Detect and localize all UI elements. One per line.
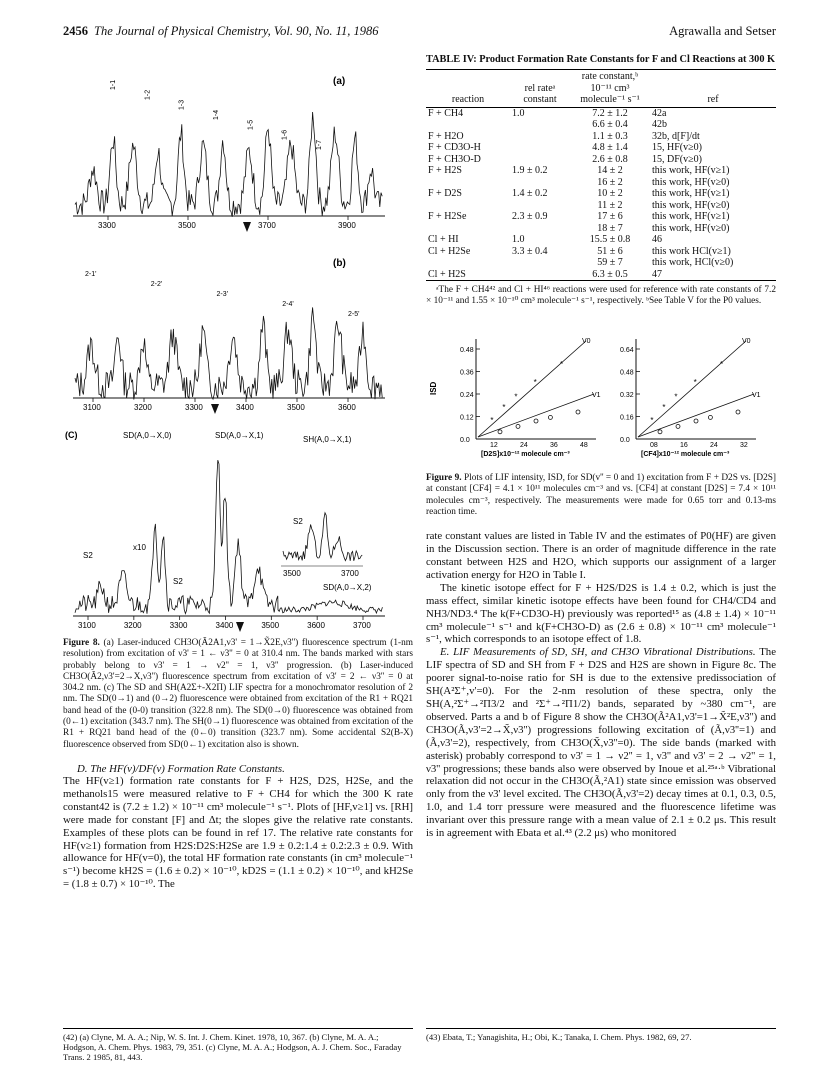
cell-rate: 1.1 ± 0.3	[592, 130, 628, 142]
figure-8	[63, 54, 413, 634]
band-sd-01: SD(A,0→X,1)	[215, 431, 264, 440]
cell-rate: 15.5 ± 0.8	[589, 234, 631, 245]
x-tick-label: 08	[650, 442, 658, 449]
cell-rel-rate: 1.4 ± 0.2	[512, 188, 548, 199]
cell-rate: 7.2 ± 1.2	[592, 107, 628, 119]
data-point-star: *	[560, 360, 564, 369]
cell-ref: 15, HF(v≥0)	[652, 142, 702, 153]
table-row	[426, 246, 776, 258]
x-tick-label: 3300	[169, 621, 188, 630]
fit-line-v0	[478, 341, 586, 437]
section-e-title: E. LIF Measurements of SD, SH, and CH3O Vibrational Distributions.	[440, 646, 756, 659]
x-tick-label: 24	[710, 442, 718, 449]
band-sh-01: SH(A,0→X,1)	[303, 435, 352, 444]
cell-rel-rate	[510, 177, 570, 189]
figure-8-caption: Figure 8. (a) Laser-induced CH3O(Ã2A1,ν3' = 1→X̃2E,ν3'') fluorescence spectrum (1-nm resolution) from excitation of ν3' = 1 ← ν3'' = 0 at 310.4 nm. The bands marked with stars probably belong to ν3' = 1 → ν2'' = 1, ν3'' progression. (b) Laser-induced CH3O(Ã2,ν3'=2→X,ν3'') fluorescence spectrum from excitation of ν3' = 2 ← ν3'' = 0 at 304.2 nm. (c) The SD and SH(A2Σ+-X2Π) LIF spectra for a monochromator resolution of 2 nm. The SD(0→1) and (0→2) fluorescence were obtained from excitation of the R1 + RQ21 band head of the (0-0) transition (322.8 nm). The SD(0→0) fluorescence was obtained from (0←1) excitation (343.7 nm). The SH(0→1) fluorescence was obtained from excitation of the R1 + RQ21 band head of the (0←0) transition (323.7 nm). Some accidental S2(B-X) fluorescence observed from SD(0←1) excitation also is shown.	[63, 638, 413, 750]
x-tick-label: 3500	[287, 403, 305, 412]
data-point-star: *	[674, 392, 678, 402]
cell-ref: this work HCl(v≥1)	[652, 245, 731, 257]
table-row	[426, 119, 776, 131]
table-row	[426, 200, 776, 212]
cell-reaction: F + CH4	[428, 107, 464, 119]
x-tick-label: 3500	[261, 621, 280, 630]
section-e	[426, 646, 776, 840]
fig9-left-plot	[460, 338, 601, 458]
x-tick-label: 3300	[98, 221, 116, 230]
data-point-star: *	[533, 378, 537, 387]
figure-9	[426, 329, 776, 469]
table-row	[426, 211, 776, 223]
cell-ref: 15, DF(v≥0)	[652, 153, 702, 165]
cell-ref: this work, HCl(v≥0)	[652, 257, 734, 268]
left-column	[63, 54, 413, 891]
cell-rel-rate	[510, 223, 570, 235]
x-tick-label: 3600	[338, 403, 356, 412]
data-point-circle	[534, 419, 538, 423]
cell-rel-rate: 1.9 ± 0.2	[512, 165, 548, 176]
y-tick-label: 0.48	[460, 347, 474, 354]
peak-label: 2-5'	[348, 311, 360, 318]
data-point-star: *	[514, 392, 518, 402]
cell-ref: 42a	[652, 107, 667, 119]
y-tick-label: 0.16	[620, 414, 634, 422]
th-ref: ref	[650, 70, 776, 108]
x-tick-label: 12	[490, 442, 498, 449]
x-tick-label: 3700	[353, 621, 371, 630]
cell-ref: 42b	[652, 119, 667, 130]
x-tick-label: 3600	[307, 621, 325, 630]
peak-label: 1-7	[316, 139, 323, 150]
peak-label: 2-1'	[85, 271, 97, 278]
cell-reaction: Cl + H2S	[426, 269, 510, 281]
cell-reaction: F + CH3O-D	[428, 153, 481, 165]
x-tick-label: 3400	[215, 621, 234, 630]
peak-label: 1-1	[110, 79, 117, 90]
x-tick-label: 3100	[78, 621, 96, 630]
table-4-footnote: ᵃThe F + CH4⁴² and Cl + HI⁴⁶ reactions were used for reference with rate constants of 7.2 × 10⁻¹¹ and 1.55 × 10⁻¹⁰ cm³ molecule⁻¹ s⁻¹, respectively. ᵇSee Table V for the P0 values.	[426, 285, 776, 306]
x-tick-label: 3400	[236, 403, 254, 412]
data-point-circle	[548, 415, 552, 419]
band-s2-b: S2	[83, 551, 93, 560]
data-point-star: *	[650, 415, 654, 425]
cell-rel-rate: 3.3 ± 0.4	[512, 245, 548, 257]
panel-b-laser-arrow	[211, 404, 219, 414]
panel-b-trace	[75, 307, 382, 399]
panel-c-label: (C)	[65, 430, 78, 440]
data-point-circle	[676, 424, 680, 428]
panel-b-label: (b)	[333, 258, 346, 269]
reference-42: (42) (a) Clyne, M. A. A.; Nip, W. S. Int. J. Chem. Kinet. 1978, 10, 367. (b) Clyne, M. A. A.; Hodgson, A. Chem. Phys. 1983, 79, 351. (c) Clyne, M. A. A.; Hodgson, A. J. Chem. Soc., Faraday Trans. 2 1985, 81, 443.	[63, 1032, 402, 1063]
references-left	[63, 1028, 413, 1063]
x-tick-label: 3500	[178, 221, 196, 230]
cell-reaction	[426, 257, 510, 269]
cell-reaction	[426, 200, 510, 212]
y-tick-label: 0.36	[460, 369, 474, 377]
th-rel-rate: rel rateᵃ constant	[510, 70, 570, 108]
cell-rate: 6.6 ± 0.4	[592, 119, 628, 130]
y-tick-label: 0.0	[620, 437, 630, 444]
y-tick-label: 0.32	[620, 392, 634, 399]
reference-43: (43) Ebata, T.; Yanagishita, H.; Obi, K.; Tanaka, I. Chem. Phys. 1982, 69, 27.	[426, 1032, 692, 1042]
y-tick-label: 0.0	[460, 437, 470, 444]
right-column	[426, 54, 776, 840]
section-e-text: The LIF spectra of SD and SH from F + D2S and H2S are shown in Figure 8c. The poorer signal-to-noise ratio for SH is due to the extensive predissociation of SH(A²Σ⁺,v'=0). For the 2-nm resolution of these spectra, only the SH(A,²Σ⁺→²Π3/2 and ²Σ⁺→²Π1/2) bands, separated by ~380 cm⁻¹, are observed. Parts a and b of Figure 8 show the CH3O(Ã²A1,ν3'=1→X̃²E,ν3'') and CH3O(Ã,ν3'=2→X̃,ν3'') progressions following excitation of (Ã,ν3''=1) and (Ã,ν3'=2), respectively, from CH3O(X̃,ν3''=0). The side bands (marked with asterisk) probably correspond to ν3' = 1 → ν2'' = 1, ν3'' and ν3' = 2 → ν2'' = 1, ν3'' progressions; these bands also were observed by Inoue et al.²⁵ᵃ·ᵇ Vibrational relaxation did not occur in the CH3O(Ã,²A1) state since emission was observed only from the ν3' level excited. The CH3O(Ã,ν3'=2) decay times at 0.1, 0.3, 0.5, 1.0, and 1.4 torr pressure were measured and the fluorescence lifetime was invariant over this pressure range with a mean value of 2.1 ± 0.2 μs. This result is in agreement with Ebata et al.⁴³ (2.2 μs) who monitored	[426, 646, 776, 840]
band-s2-c: S2	[173, 577, 183, 586]
cell-rate: 17 ± 6	[597, 211, 623, 222]
cell-ref: 46	[652, 234, 662, 245]
cell-rel-rate	[510, 142, 570, 154]
data-point-circle	[576, 410, 580, 414]
panel-c-x-ticks	[78, 616, 371, 630]
cell-rel-rate: 1.0	[512, 234, 525, 245]
peak-label: 1-4	[213, 109, 220, 120]
cell-rate: 16 ± 2	[597, 176, 623, 188]
cell-ref: this work, HF(v≥1)	[652, 211, 730, 222]
x-tick-label: 3900	[338, 221, 356, 230]
fit-line-v0	[638, 341, 746, 437]
x-tick-label: 3700	[258, 221, 276, 230]
x-tick-label: 3100	[83, 403, 101, 412]
cell-reaction: F + H2O	[428, 130, 464, 142]
y-tick-label: 0.64	[620, 347, 634, 354]
th-reaction: reaction	[426, 70, 510, 108]
x-tick-label: 32	[740, 442, 748, 449]
cell-rate: 51 ± 6	[597, 245, 623, 257]
table-row	[426, 154, 776, 166]
cell-reaction: F + CD3O-H	[428, 142, 481, 153]
x-tick-label: 3300	[185, 403, 203, 412]
cell-rate: 14 ± 2	[597, 165, 623, 176]
x-tick-label: 16	[680, 442, 688, 449]
cell-rate: 59 ± 7	[597, 257, 623, 268]
cell-rel-rate: 1.0	[512, 107, 525, 119]
x-axis-label: [CF4]x10⁻¹² molecule cm⁻³	[641, 451, 730, 458]
cell-rel-rate	[510, 154, 570, 166]
data-point-star: *	[720, 360, 724, 369]
y-tick-label: 0.12	[460, 414, 474, 422]
cell-reaction	[426, 223, 510, 235]
cell-ref: this work, HF(v≥0)	[652, 176, 730, 188]
peak-label: 2-4'	[282, 301, 294, 308]
cell-rate: 18 ± 7	[597, 222, 623, 234]
table-row	[426, 107, 776, 119]
table-row	[426, 234, 776, 246]
cell-reaction: F + H2S	[428, 165, 462, 176]
data-point-circle	[708, 415, 712, 419]
y-tick-label: 0.48	[620, 369, 634, 377]
inset-tick-3700: 3700	[341, 569, 359, 578]
cell-rel-rate: 2.3 ± 0.9	[512, 211, 548, 222]
panel-a-trace	[75, 109, 382, 217]
table-row	[426, 142, 776, 154]
line-label-v0: V0	[742, 338, 751, 345]
data-point-star: *	[662, 403, 666, 413]
panel-c-laser-arrow	[236, 622, 244, 632]
cell-rel-rate	[510, 257, 570, 269]
cell-rel-rate	[510, 269, 570, 281]
x-tick-label: 48	[580, 442, 588, 449]
figure-9-plots	[426, 329, 776, 469]
band-sd-02: SD(A,0→X,2)	[323, 583, 372, 592]
fit-line-v1	[638, 394, 754, 437]
data-point-circle	[694, 419, 698, 423]
peak-label: 2-2'	[150, 281, 163, 288]
cell-rate: 2.6 ± 0.8	[592, 153, 628, 165]
fig9-right-plot	[620, 338, 761, 458]
x-tick-label: 3200	[134, 403, 152, 412]
panel-b-peak-labels	[85, 271, 359, 318]
section-d-title: D. The HF(v)/DF(v) Formation Rate Constants.	[77, 762, 285, 775]
peak-label: 1-6	[281, 129, 289, 140]
table-4-body	[426, 107, 776, 281]
running-authors: Agrawalla and Setser	[669, 24, 776, 38]
band-s2-a: S2	[293, 517, 303, 526]
table-row	[426, 177, 776, 189]
figure-8-spectra	[63, 54, 413, 634]
cell-reaction: Cl + H2Se	[428, 245, 471, 257]
table-row	[426, 223, 776, 235]
cell-ref: this work, HF(v≥1)	[652, 165, 730, 176]
cell-ref: 32b, d[F]/dt	[652, 130, 700, 142]
x-tick-label: 24	[520, 442, 528, 449]
page-header	[63, 24, 776, 40]
th-rate-constant: rate constant,ᵇ 10⁻¹¹ cm³ molecule⁻¹ s⁻¹	[570, 70, 650, 108]
band-x10: x10	[133, 543, 146, 552]
line-label-v1: V1	[752, 392, 761, 399]
panel-a-peak-labels	[110, 80, 323, 150]
cell-reaction: Cl + HI	[428, 234, 459, 245]
data-point-star: *	[693, 378, 697, 387]
panel-a-x-ticks	[98, 216, 356, 230]
panel-a-laser-arrow	[243, 222, 251, 232]
cell-rel-rate	[510, 131, 570, 143]
cell-reaction	[426, 119, 510, 131]
peak-label: 2-3'	[216, 291, 228, 298]
right-paragraph-2: The kinetic isotope effect for F + H2S/D2S is 1.4 ± 0.2, which is just the mass effect, similar kinetic isotope effects have been found for CH4/CD4 and NH3/ND3.⁴ The k(F+CD3O-H) previously was reported¹⁵ as (4.8 ± 1.4) × 10⁻¹¹ cm³ molecule⁻¹ s⁻¹ and k(F+CH3O-D) as (2.6 ± 0.8) × 10⁻¹¹ cm³ molecule⁻¹ s⁻¹, which corresponds to an isotope effect of 1.8.	[426, 581, 776, 646]
line-label-v1: V1	[592, 392, 601, 399]
inset-tick-3500: 3500	[283, 569, 301, 578]
cell-ref: this work, HF(v≥0)	[652, 199, 730, 211]
cell-rate: 4.8 ± 1.4	[592, 142, 628, 153]
references-right	[426, 1028, 776, 1042]
table-row	[426, 257, 776, 269]
table-row	[426, 269, 776, 281]
cell-ref: this work, HF(v≥0)	[652, 222, 730, 234]
panel-b-x-ticks	[83, 398, 356, 412]
journal-name: The Journal of Physical Chemistry, Vol. 90, No. 11, 1986	[94, 24, 379, 38]
band-sd-00: SD(A,0→X,0)	[123, 431, 172, 440]
table-row	[426, 165, 776, 177]
peak-label: 1-5	[247, 119, 255, 130]
figure-9-caption: Figure 9. Plots of LIF intensity, ISD, for SD(v'' = 0 and 1) excitation from F + D2S vs. [D2S] at constant [CF4] = 4.1 × 10¹¹ molecules cm⁻³ and vs. [CF4] at constant [D2S] = 7.4 × 10¹¹ molecules cm⁻³, respectively. The measurements were made for 0.65 torr and 0.13-ms reaction time.	[426, 473, 776, 517]
cell-ref: 47	[650, 269, 776, 281]
x-axis-label: [D2S]x10⁻¹² molecule cm⁻³	[481, 451, 570, 458]
table-row	[426, 131, 776, 143]
page-number: 2456	[63, 24, 88, 38]
cell-reaction: F + H2Se	[428, 211, 467, 222]
x-tick-label: 36	[550, 442, 558, 449]
table-row	[426, 188, 776, 200]
section-d-text: The HF(v≥1) formation rate constants for F + H2S, D2S, H2Se, and the methanols15 were measured relative to F + CH4 for which the 300 K rate constant42 is (7.2 ± 1.2) × 10⁻¹¹ cm³ molecule⁻¹ s⁻¹. Plots of [HF,v≥1] vs. [RH] were made for constant [F] and Δt; the slopes give the relative rate constants. Examples of these plots can be found in ref 17. The relative rate constants for HF(v≥1) formation from H2S:D2S:H2Se are 1.9 ± 0.2:1.4 ± 0.2:2.3 ± 0.9. With allowance for HF(v=0), the total HF formation rate constants (in cm³ molecule⁻¹ s⁻¹) become kH2S = (1.6 ± 0.2) × 10⁻¹⁰, kD2S = (1.1 ± 0.2) × 10⁻¹⁰, and kH2Se = (1.8 ± 0.7) × 10⁻¹⁰. The	[63, 774, 413, 891]
cell-rel-rate	[510, 119, 570, 131]
table-4	[426, 69, 776, 281]
cell-rate: 11 ± 2	[597, 199, 623, 211]
y-tick-label: 0.24	[460, 392, 474, 399]
data-point-star: *	[490, 415, 494, 425]
peak-label: 1-3	[178, 99, 186, 110]
cell-ref: this work, HF(v≥1)	[652, 188, 730, 199]
table-4-title: TABLE IV: Product Formation Rate Constants for F and Cl Reactions at 300 K	[426, 54, 776, 65]
data-point-circle	[736, 410, 740, 414]
cell-rate: 6.3 ± 0.5	[570, 269, 650, 281]
right-paragraph-1: rate constant values are listed in Table IV and the estimates of P0(HF) are given in the Discussion section. There is an order of magnitude difference in the rate constant between H2S and H2O, which supports our assignment of a larger activation energy for H2O in Table I.	[426, 530, 776, 581]
fig9-y-label: ISD	[429, 381, 438, 395]
data-point-circle	[498, 430, 502, 434]
data-point-star: *	[502, 403, 506, 413]
panel-a-label: (a)	[333, 76, 346, 87]
cell-reaction: F + D2S	[428, 188, 462, 199]
data-point-circle	[658, 430, 662, 434]
data-point-circle	[516, 424, 520, 428]
line-label-v0: V0	[582, 338, 591, 345]
cell-rel-rate	[510, 200, 570, 212]
cell-rate: 10 ± 2	[597, 188, 623, 199]
cell-reaction	[426, 177, 510, 189]
fit-line-v1	[478, 394, 594, 437]
peak-label: 1-2	[144, 89, 152, 100]
x-tick-label: 3200	[123, 621, 142, 630]
